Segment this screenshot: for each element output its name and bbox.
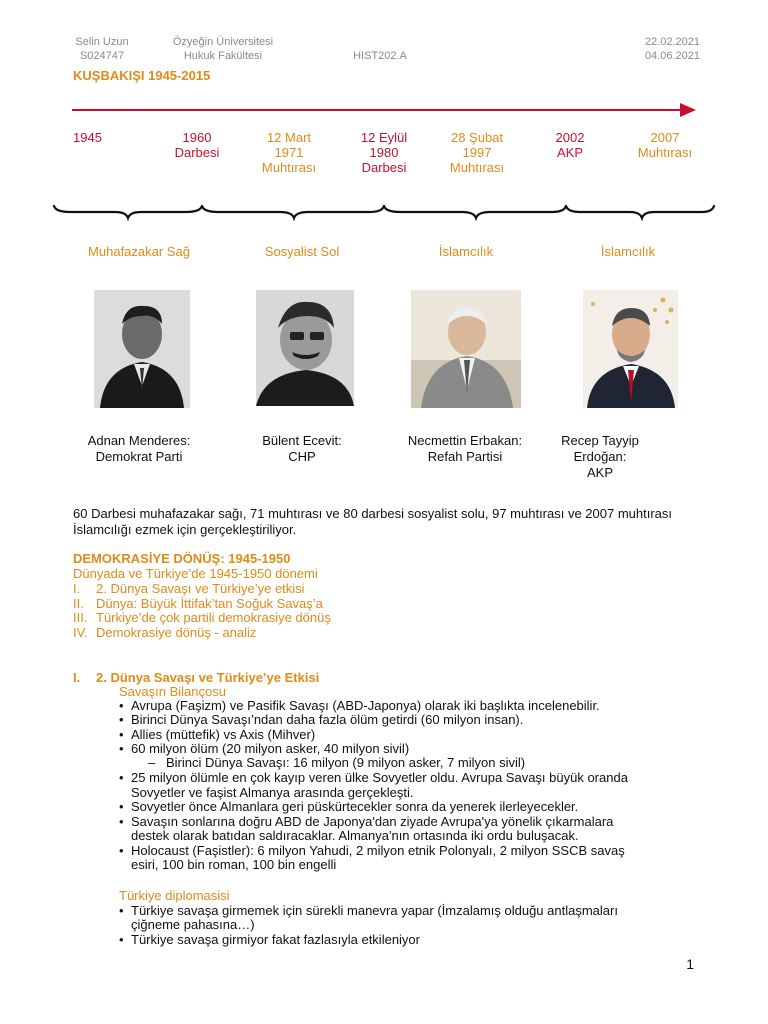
timeline-event-line: 12 Mart (266, 130, 312, 145)
timeline-event-line: 12 Eylül (360, 130, 408, 145)
caption-erdogan-party: AKP (586, 465, 613, 480)
period-braces (50, 196, 720, 226)
caption-erdogan (543, 433, 657, 481)
timeline-event-line: 1971 (274, 145, 304, 160)
page-number: 1 (686, 956, 694, 972)
bullet-text: Holocaust (Faşistler): 6 milyon Yahudi, 2 milyon etnik Polonyalı, 2 milyon SSCB savaş (131, 843, 625, 858)
category-socialist-left: Sosyalist Sol (264, 244, 340, 259)
timeline-event-line: 2007 (650, 130, 680, 145)
caption-erbakan-name: Necmettin Erbakan: (407, 433, 523, 448)
bullet-text: 25 milyon ölümle en çok kayıp veren ülke Sovyetler oldu. Avrupa Savaşı büyük oranda (131, 770, 628, 785)
timeline-event (157, 130, 237, 160)
bullet-text: çiğneme pahasına…) (131, 917, 255, 932)
timeline-event (437, 130, 517, 175)
bullet-text: Türkiye savaşa girmemek için sürekli manevra yapar (İmzalamış olduğu antlaşmaları (131, 903, 618, 918)
outline-item: Demokrasiye dönüş - analiz (96, 624, 257, 640)
bullet-marker: • (119, 843, 124, 858)
bullet-marker: • (119, 712, 124, 727)
outline-number: IV. (73, 624, 88, 640)
bullet-marker: • (119, 903, 124, 918)
timeline-event-line: Muhtırası (449, 160, 505, 175)
section-1-sub-balance: Savaşın Bilançosu (119, 684, 226, 699)
student-name: Selin Uzun (75, 36, 129, 48)
timeline-event (249, 130, 329, 175)
outline-item: Dünya: Büyük İttifak’tan Soğuk Savaş’a (96, 595, 323, 611)
portrait-recep-tayyip-erdogan (583, 290, 678, 408)
bullet-text: Birinci Dünya Savaşı: 16 milyon (9 milyon asker, 7 milyon sivil) (166, 755, 526, 770)
date-2: 04.06.2021 (644, 50, 700, 62)
caption-ecevit (217, 433, 387, 465)
timeline-event-line: Muhtırası (261, 160, 317, 175)
outline-number: II. (73, 595, 84, 611)
bullet-text: Türkiye savaşa girmiyor fakat fazlasıyla etkileniyor (131, 932, 420, 947)
section-1-title: 2. Dünya Savaşı ve Türkiye’ye Etkisi (96, 670, 320, 685)
caption-menderes-name: Adnan Menderes: (87, 433, 191, 448)
bullet-marker: • (119, 814, 124, 829)
section-1-sub-diplomacy: Türkiye diplomasisi (119, 888, 230, 903)
section-1-number: I. (73, 670, 81, 685)
timeline-event (344, 130, 424, 175)
outline-number: III. (73, 610, 88, 625)
timeline-event-line: 28 Şubat (450, 130, 504, 145)
caption-erbakan-party: Refah Partisi (427, 449, 503, 464)
caption-ecevit-name: Bülent Ecevit: (262, 433, 342, 448)
faculty: Hukuk Fakültesi (183, 50, 263, 62)
bullet-marker: • (119, 698, 124, 713)
bullet-marker: • (119, 799, 124, 814)
bullet-text: Allies (müttefik) vs Axis (Mihver) (131, 727, 316, 742)
category-conservative-right: Muhafazakar Sağ (88, 244, 190, 259)
bullet-marker: • (119, 932, 124, 947)
bullet-text: Sovyetler ve faşist Almanya arasında gerçekleşti. (131, 785, 414, 800)
caption-menderes-party: Demokrat Parti (95, 449, 183, 464)
bullet-marker: – (148, 755, 156, 770)
outline-item: 2. Dünya Savaşı ve Türkiye’ye etkisi (96, 581, 305, 596)
timeline-event-line: 1997 (462, 145, 492, 160)
portrait-bulent-ecevit (256, 290, 354, 406)
bullet-text: 60 milyon ölüm (20 milyon asker, 40 milyon sivil) (131, 741, 410, 756)
bullet-marker: • (119, 770, 124, 785)
bullet-marker: • (119, 727, 124, 742)
course-code: HIST202.A (353, 50, 407, 62)
outline-item: Türkiye’de çok partili demokrasiye dönüş (96, 610, 331, 625)
caption-ecevit-party: CHP (288, 449, 316, 464)
timeline-event (530, 130, 610, 160)
summary-paragraph: 60 Darbesi muhafazakar sağı, 71 muhtırası ve 80 darbesi sosyalist solu, 97 muhtırası ve 2007 muhtırası İslamcılığı ezmek için gerçekleştiriliyor. (73, 506, 673, 537)
timeline-event-line: Darbesi (174, 145, 220, 160)
outline-number: I. (73, 581, 81, 596)
bullet-text: destek olarak batıdan saldıracaklar. Almanya'nın ortasında iki ordu buluşacak. (131, 828, 579, 843)
timeline-event (625, 130, 705, 160)
bullet-text: Birinci Dünya Savaşı’ndan daha fazla ölüm getirdi (60 milyon insan). (131, 712, 524, 727)
democracy-subtitle: Dünyada ve Türkiye’de 1945-1950 dönemi (73, 566, 318, 581)
timeline-event-line: Muhtırası (637, 145, 693, 160)
caption-erdogan-name: Recep Tayyip Erdoğan: (561, 433, 639, 464)
date-1: 22.02.2021 (644, 36, 700, 48)
bullet-text: Avrupa (Faşizm) ve Pasifik Savaşı (ABD-Japonya) olarak iki başlıkta incelenebilir. (131, 698, 600, 713)
timeline-event-line: 1980 (369, 145, 399, 160)
democracy-title: DEMOKRASİYE DÖNÜŞ: 1945-1950 (73, 551, 291, 566)
category-islamism-1: İslamcılık (438, 244, 494, 259)
bullet-text: esiri, 100 bin roman, 100 bin engelli (131, 857, 337, 872)
caption-menderes (54, 433, 224, 465)
university: Özyeğin Üniversitesi (172, 36, 274, 48)
timeline-event-line: Darbesi (361, 160, 407, 175)
bullet-text: Savaşın sonlarına doğru ABD de Japonya'dan ziyade Avrupa'ya yönelik çıkarmalara (131, 814, 614, 829)
timeline-event-line: 1960 (182, 130, 212, 145)
student-id: S024747 (79, 50, 125, 62)
portrait-adnan-menderes (94, 290, 190, 408)
timeline-event-line: 2002 (555, 130, 585, 145)
bullet-marker: • (119, 741, 124, 756)
timeline-arrow (70, 100, 700, 120)
overview-title: KUŞBAKIŞI 1945-2015 (73, 68, 211, 83)
timeline-event (73, 130, 153, 145)
timeline-event-line: 1945 (73, 130, 102, 145)
caption-erbakan (380, 433, 550, 465)
bullet-text: Sovyetler önce Almanlara geri püskürtecekler sonra da yenerek ilerleyecekler. (131, 799, 579, 814)
timeline-event-line: AKP (556, 145, 583, 160)
category-islamism-2: İslamcılık (600, 244, 656, 259)
portrait-necmettin-erbakan (411, 290, 521, 408)
